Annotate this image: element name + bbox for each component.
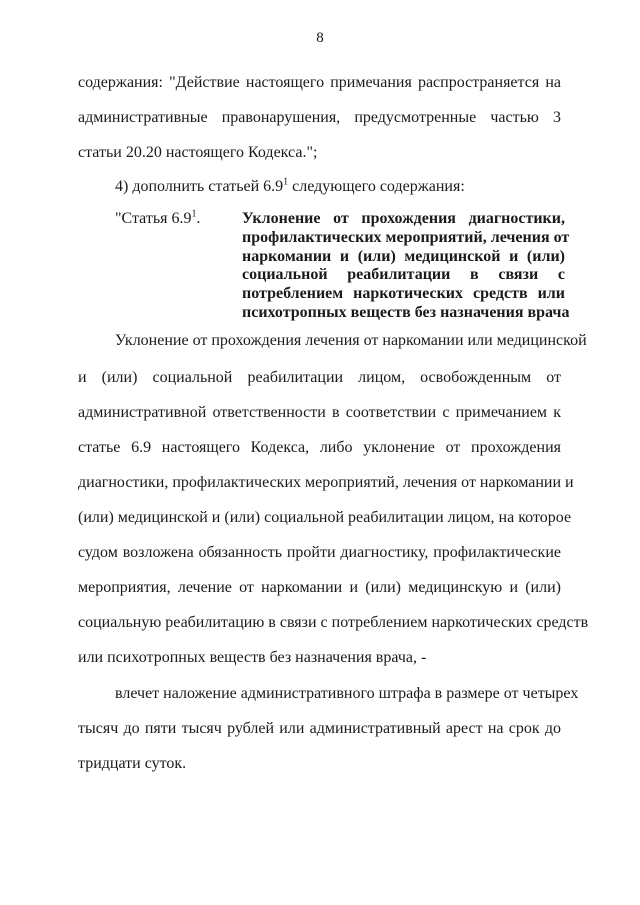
- body-line: диагностики, профилактических мероприятий, лечения от наркомании и: [78, 474, 574, 491]
- sanction-line: тысяч до пяти тысяч рублей или административный арест на срок до: [78, 720, 561, 737]
- article-title-line: Уклонение от прохождения диагностики,: [242, 210, 565, 227]
- body-line: административной ответственности в соответствии с примечанием к: [78, 404, 561, 421]
- article-title-line: наркомании и (или) медицинской и (или): [242, 248, 565, 265]
- sanction-line: тридцати суток.: [78, 755, 187, 772]
- body-line: социальную реабилитацию в связи с потреблением наркотических средств: [78, 614, 589, 631]
- body-line: и (или) социальной реабилитации лицом, освобожденным от: [78, 369, 561, 386]
- body-line: Уклонение от прохождения лечения от наркомании или медицинской: [115, 332, 587, 349]
- body-line: судом возложена обязанность пройти диагностику, профилактические: [78, 544, 561, 561]
- body-line: мероприятия, лечение от наркомании и (или) медицинскую и (или): [78, 579, 561, 596]
- article-label: [115, 209, 201, 229]
- article-title-line: потреблением наркотических средств или: [242, 285, 565, 302]
- intro-line: административные правонарушения, предусмотренные частью 3: [78, 109, 561, 126]
- item-4-text: 4) дополнить статьей 6.9: [115, 178, 284, 195]
- sanction-line: влечет наложение административного штрафа в размере от четырех: [115, 685, 579, 702]
- intro-line: статьи 20.20 настоящего Кодекса.";: [78, 144, 318, 161]
- body-line: статье 6.9 настоящего Кодекса, либо уклонение от прохождения: [78, 439, 561, 456]
- article-label-superscript: 1: [191, 208, 197, 220]
- intro-line: содержания: "Действие настоящего примечания распространяется на: [78, 74, 561, 91]
- page-number: 8: [316, 30, 324, 46]
- body-line: или психотропных веществ без назначения врача, -: [78, 649, 427, 666]
- body-line: (или) медицинской и (или) социальной реабилитации лицом, на которое: [78, 509, 572, 526]
- item-4-text-end: следующего содержания:: [288, 178, 465, 195]
- item-4-superscript: 1: [283, 176, 289, 188]
- article-title-line: профилактических мероприятий, лечения от: [242, 229, 570, 246]
- article-title-line: психотропных веществ без назначения врача: [242, 304, 570, 321]
- article-label-suffix: .: [196, 210, 201, 227]
- article-label-prefix: "Статья 6.9: [115, 210, 192, 227]
- item-4-line: [115, 177, 598, 197]
- article-title-line: социальной реабилитации в связи с: [242, 266, 565, 283]
